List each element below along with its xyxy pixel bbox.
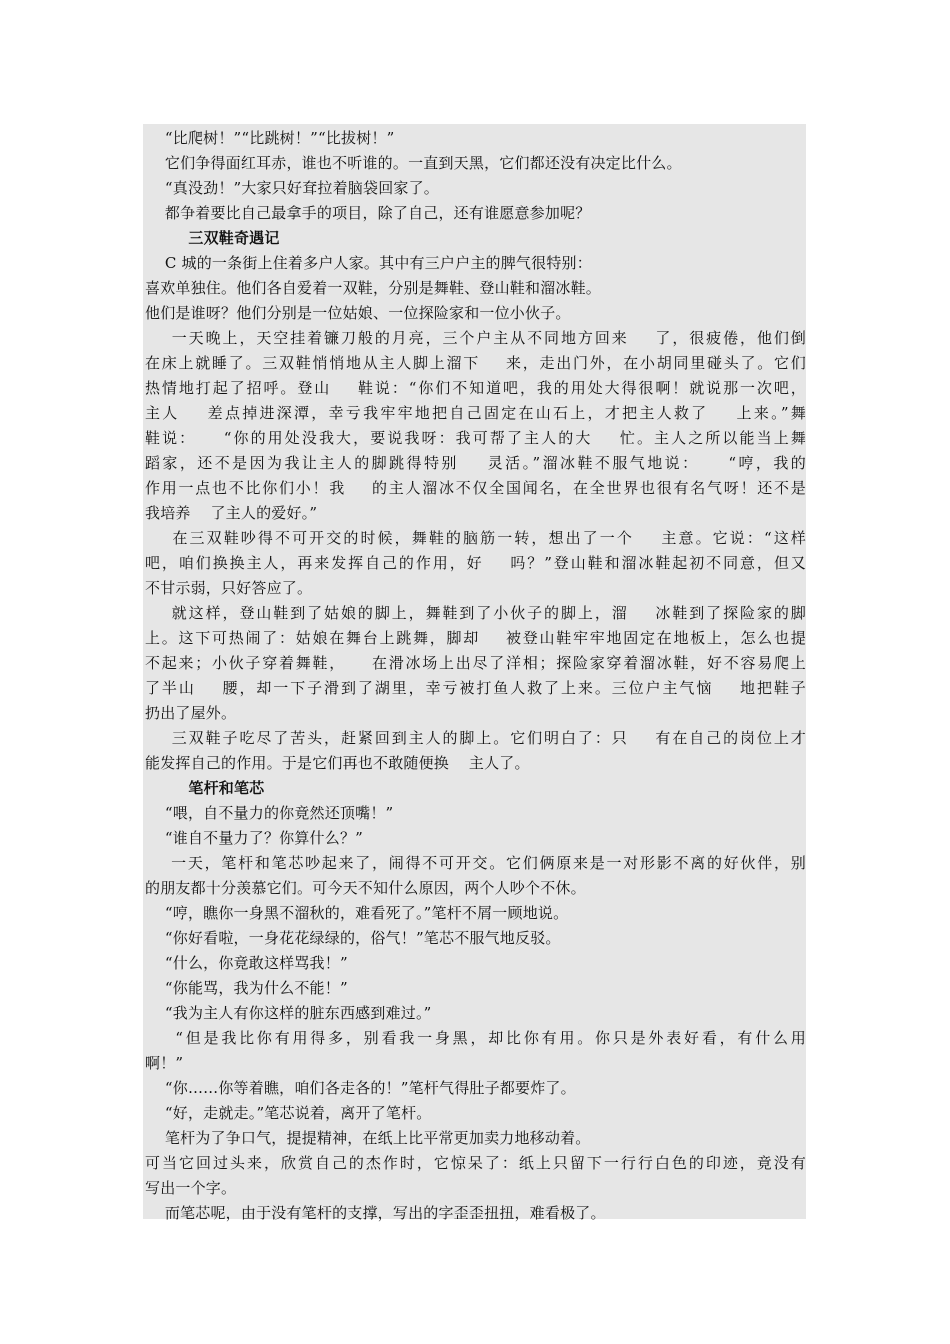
text-line: 一天晚上，天空挂着镰刀般的月亮，三个户主从不同地方回来 了，很疲倦，他们倒 (145, 329, 806, 347)
text-line: “喂，自不量力的你竟然还顶嘴！” (145, 804, 394, 822)
text-line: C 城的一条街上住着多户人家。其中有三户户主的脾气很特别： (145, 254, 592, 272)
story-title: 三双鞋奇遇记 (145, 229, 280, 247)
text-line: “哼，瞧你一身黑不溜秋的，难看死了。”笔杆不屑一顾地说。 (145, 904, 569, 922)
text-line: “好，走就走。”笔芯说着，离开了笔杆。 (145, 1104, 432, 1122)
text-line: 在三双鞋吵得不可开交的时候，舞鞋的脑筋一转，想出了一个 主意。它说：“这样 (145, 529, 806, 547)
text-line: 扔出了屋外。 (145, 704, 237, 722)
text-line: 可当它回过头来，欣赏自己的杰作时，它惊呆了：纸上只留下一行行白色的印迹，竟没有 (145, 1154, 806, 1172)
text-line: 我培养 了主人的爱好。” (145, 504, 318, 522)
text-line: 能发挥自己的作用。于是它们再也不敢随便换 主人了。 (145, 754, 530, 772)
text-line: “什么，你竟敢这样骂我！” (145, 954, 348, 972)
text-line: “我为主人有你这样的脏东西感到难过。” (145, 1004, 432, 1022)
text-line: “谁自不量力了？你算什么？” (145, 829, 364, 847)
text-line: 在床上就睡了。三双鞋悄悄地从主人脚上溜下 来，走出门外，在小胡同里碰头了。它们 (145, 354, 806, 372)
text-line: 热情地打起了招呼。登山 鞋说：“你们不知道吧，我的用处大得很啊！就说那一次吧， (145, 379, 806, 397)
text-line: 笔杆为了争口气，提提精神，在纸上比平常更加卖力地移动着。 (145, 1129, 591, 1147)
text-line: 啊！” (145, 1054, 184, 1072)
text-line: 作用一点也不比你们小！我 的主人溜冰不仅全国闻名，在全世界也很有名气呀！还不是 (145, 479, 806, 497)
text-line: 都争着要比自己最拿手的项目，除了自己，还有谁愿意参加呢？ (145, 204, 591, 222)
text-line: “但是我比你有用得多，别看我一身黑，却比你有用。你只是外表好看，有什么用 (145, 1029, 806, 1047)
text-line: 上。这下可热闹了：姑娘在舞台上跳舞，脚却 被登山鞋牢牢地固定在地板上，怎么也提 (145, 629, 806, 647)
text-line: 蹈家，还不是因为我让主人的脚跳得特别 灵活。”溜冰鞋不服气地说： “哼，我的 (145, 454, 806, 472)
text-line: “你……你等着瞧，咱们各走各的！”笔杆气得肚子都要炸了。 (145, 1079, 576, 1097)
text-line: 它们争得面红耳赤，谁也不听谁的。一直到天黑，它们都还没有决定比什么。 (145, 154, 682, 172)
text-line: 了半山 腰，却一下子滑到了湖里，幸亏被打鱼人救了上来。三位户主气恼 地把鞋子 (145, 679, 806, 697)
text-line: 不起来；小伙子穿着舞鞋， 在滑冰场上出尽了洋相；探险家穿着溜冰鞋，好不容易爬上 (145, 654, 806, 672)
text-line: 他们是谁呀？他们分别是一位姑娘、一位探险家和一位小伙子。 (145, 304, 571, 322)
text-line: 的朋友都十分羡慕它们。可今天不知什么原因，两个人吵个不休。 (145, 879, 586, 897)
text-line: 不甘示弱，只好答应了。 (145, 579, 313, 597)
text-line: 一天，笔杆和笔芯吵起来了，闹得不可开交。它们俩原来是一对形影不离的好伙伴，别 (145, 854, 806, 872)
text-line: “比爬树！”“比跳树！”“比拔树！” (145, 129, 395, 147)
text-line: 喜欢单独住。他们各自爱着一双鞋，分别是舞鞋、登山鞋和溜冰鞋。 (145, 279, 602, 297)
text-line: 鞋说： “你的用处没我大，要说我呀：我可帮了主人的大 忙。主人之所以能当上舞 (145, 429, 806, 447)
text-line: 而笔芯呢，由于没有笔杆的支撑，写出的字歪歪扭扭，难看极了。 (145, 1204, 606, 1222)
text-line: “你好看啦，一身花花绿绿的，俗气！”笔芯不服气地反驳。 (145, 929, 561, 947)
text-line: 主人 差点掉进深潭，幸亏我牢牢地把自己固定在山石上，才把主人救了 上来。”舞 (145, 404, 806, 422)
text-line: 三双鞋子吃尽了苦头，赶紧回到主人的脚上。它们明白了：只 有在自己的岗位上才 (145, 729, 806, 747)
text-line: “你能骂，我为什么不能！” (145, 979, 348, 997)
story-title: 笔杆和笔芯 (145, 779, 265, 797)
document-page (143, 124, 806, 1222)
text-line: “真没劲！”大家只好耷拉着脑袋回家了。 (145, 179, 440, 197)
text-line: 写出一个字。 (145, 1179, 237, 1197)
text-line: 就这样，登山鞋到了姑娘的脚上，舞鞋到了小伙子的脚上，溜 冰鞋到了探险家的脚 (145, 604, 806, 622)
text-line: 吧，咱们换换主人，再来发挥自己的作用，好 吗？”登山鞋和溜冰鞋起初不同意，但又 (145, 554, 806, 572)
